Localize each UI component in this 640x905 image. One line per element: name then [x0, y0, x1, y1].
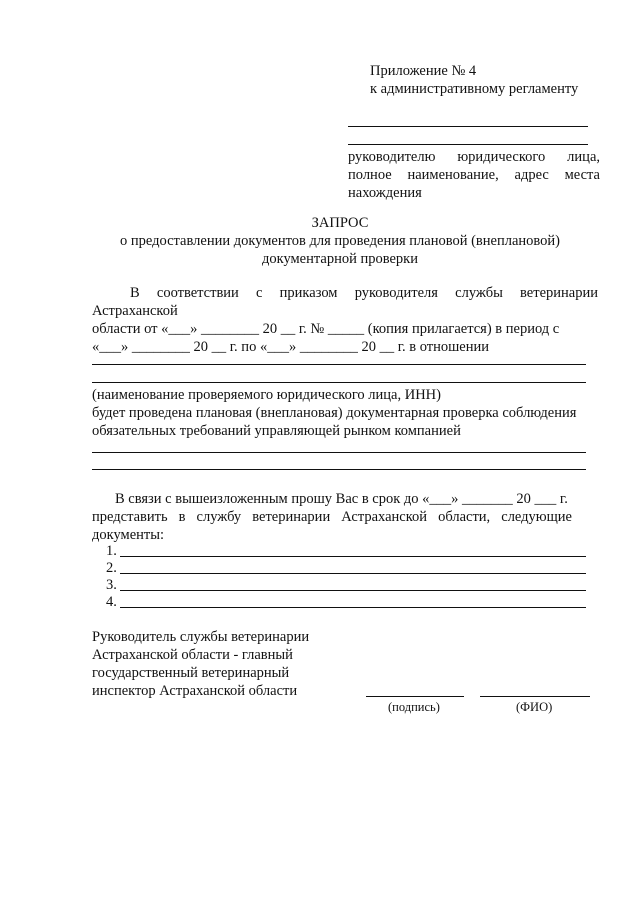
document-item-line [120, 590, 586, 591]
document-subtitle-1: о предоставлении документов для проведения плановой (внеплановой) [119, 233, 561, 249]
signatory-line-3: государственный ветеринарный [92, 665, 290, 681]
document-item-number: 2. [106, 560, 117, 576]
annex-number: Приложение № 4 [370, 63, 477, 79]
para2-line-2: обязательных требований управляющей рынком компанией [92, 423, 461, 439]
name-caption: (ФИО) [516, 700, 553, 714]
para1-line-1: В соответствии с приказом руководителя службы ветеринарии [130, 285, 598, 301]
para1-line-3: области от «___» ________ 20 __ г. № _____ (копия прилагается) в период с [92, 321, 560, 337]
signatory-line-1: Руководитель службы ветеринарии [92, 629, 310, 645]
para3-line-2: представить в службу ветеринарии Астраханской области, следующие [92, 509, 572, 525]
para1-line-4: «___» ________ 20 __ г. по «___» ________ 20 __ г. в отношении [92, 339, 490, 355]
addressee-line-2: полное наименование, адрес места [348, 167, 600, 183]
blank-line-4 [92, 469, 586, 470]
addressee-blank-line-1 [348, 126, 588, 127]
signature-caption: (подпись) [388, 700, 440, 714]
para3-line-3: документы: [92, 527, 165, 543]
document-title: ЗАПРОС [311, 215, 369, 231]
blank-line-3 [92, 452, 586, 453]
document-item-number: 3. [106, 577, 117, 593]
company-caption: (наименование проверяемого юридического лица, ИНН) [92, 387, 441, 403]
signature-blank-line [366, 696, 464, 697]
blank-line-company-2 [92, 382, 586, 383]
addressee-blank-line-2 [348, 144, 588, 145]
blank-line-company-1 [92, 364, 586, 365]
para1-line-2: Астраханской [92, 303, 178, 319]
para2-line-1: будет проведена плановая (внеплановая) документарная проверка соблюдения [92, 405, 577, 421]
document-item-number: 1. [106, 543, 117, 559]
signatory-line-2: Астраханской области - главный [92, 647, 293, 663]
signatory-line-4: инспектор Астраханской области [92, 683, 298, 699]
annex-regulation: к административному регламенту [370, 81, 579, 97]
document-item-line [120, 556, 586, 557]
document-item-number: 4. [106, 594, 117, 610]
addressee-line-3: нахождения [348, 185, 422, 201]
document-subtitle-2: документарной проверки [261, 251, 418, 267]
document-item-line [120, 573, 586, 574]
name-blank-line [480, 696, 590, 697]
para3-line-1: В связи с вышеизложенным прошу Вас в срок до «___» _______ 20 ___ г. [115, 491, 568, 507]
document-item-line [120, 607, 586, 608]
addressee-line-1: руководителю юридического лица, [348, 149, 600, 165]
